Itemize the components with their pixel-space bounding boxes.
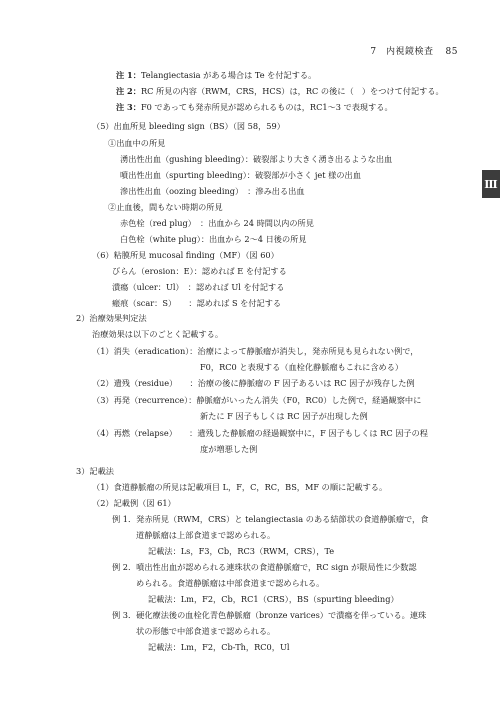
plug-item: 赤色栓（red plug） ：出血から 24 時間以内の所見: [120, 218, 314, 228]
running-header: [370, 44, 458, 57]
effect-item: （3）再発（recurrence）：静脈瘤がいったん消失（F0，RC0）した例で，経過観察中に: [92, 395, 422, 405]
section-5-title: （5）出血所見 bleeding sign（BS）（図 58，59）: [92, 121, 285, 131]
effect-item-cont: 度が増悪した例: [200, 444, 258, 454]
record-item: （2）記載例（図 61）: [92, 498, 176, 508]
note-3: 注 3：F0 であっても発赤所見が認められるものは，RC1～3 で表現する。: [116, 102, 393, 112]
mucosal-item: びらん（erosion：E）：認めれば E を付記する: [112, 266, 287, 276]
note-2: 注 2：RC 所見の内容（RWM，CRS，HCS）は，RC の後に（ ）をつけて付記する。: [116, 86, 444, 96]
chapter-title: 7 内視鏡検査: [370, 47, 434, 57]
effect-item: （4）再燃（relapse） ：遺残した静脈瘤の経過観察中に，F 因子もしくは RC 因子の程: [92, 428, 428, 438]
page-number: 85: [445, 47, 458, 57]
section-5a-title: ①出血中の所見: [108, 138, 166, 148]
effect-item: （2）遺残（residue） ：治療の後に静脈瘤の F 因子あるいは RC 因子が残存した例: [92, 378, 415, 388]
bleeding-item: 湧出性出血（gushing bleeding）：破裂部より大きく湧き出るような出血: [120, 154, 393, 164]
example-line: 例 1．発赤所見（RWM，CRS）と telangiectasia のある結節状の食道静脈瘤で，食: [112, 514, 429, 524]
example-line: 状の形態で中部食道まで認められる。: [136, 626, 276, 636]
record-item: （1）食道静脈瘤の所見は記載項目 L，F，C，RC，BS，MF の順に記載する。: [92, 482, 388, 492]
mucosal-item: 瘢痕（scar：S） ：認めれば S を付記する: [112, 298, 282, 308]
effect-item-cont: F0，RC0 と表現する（血栓化静脈瘤もこれに含める）: [200, 362, 404, 372]
effect-item-cont: 新たに F 因子もしくは RC 因子が出現した例: [200, 411, 368, 421]
mucosal-item: 潰瘍（ulcer：Ul） ：認めれば Ul を付記する: [112, 282, 285, 292]
chapter-tab: Ⅲ: [482, 170, 500, 198]
note-1: 注 1：Telangiectasia がある場合は Te を付記する。: [116, 70, 317, 80]
section-2-title: 2）治療効果判定法: [76, 313, 147, 323]
example-notation: 記載法：Lm，F2，Cb-Th，RC0，Ul: [148, 642, 290, 652]
example-line: 道静脈瘤は上部食道まで認められる。: [136, 530, 276, 540]
bleeding-item: 噴出性出血（spurting bleeding）：破裂部が小さく jet 様の出血: [120, 170, 361, 180]
plug-item: 白色栓（white plug）：出血から 2～4 日後の所見: [120, 234, 307, 244]
example-line: 例 2．噴出性出血が認められる連珠状の食道静脈瘤で，RC sign が限局性に少数認: [112, 562, 417, 572]
section-2-intro: 治療効果は以下のごとく記載する。: [92, 329, 224, 339]
example-notation: 記載法：Ls，F3，Cb，RC3（RWM，CRS），Te: [148, 546, 335, 556]
example-line: 例 3．硬化療法後の血栓化青色静脈瘤（bronze varices）で潰瘍を伴っている。連珠: [112, 610, 427, 620]
example-notation: 記載法：Lm，F2，Cb，RC1（CRS），BS（spurting bleeding）: [148, 594, 399, 604]
example-line: められる。食道静脈瘤は中部食道まで認められる。: [136, 578, 325, 588]
effect-item: （1）消失（eradication）：治療によって静脈瘤が消失し，発赤所見も見られない例で，: [92, 346, 419, 356]
section-6-title: （6）粘膜所見 mucosal finding（MF）（図 60）: [92, 250, 279, 260]
section-5b-title: ②止血後，間もない時期の所見: [108, 202, 223, 212]
bleeding-item: 滲出性出血（oozing bleeding） ：滲み出る出血: [120, 186, 305, 196]
section-3-title: 3）記載法: [76, 466, 114, 476]
